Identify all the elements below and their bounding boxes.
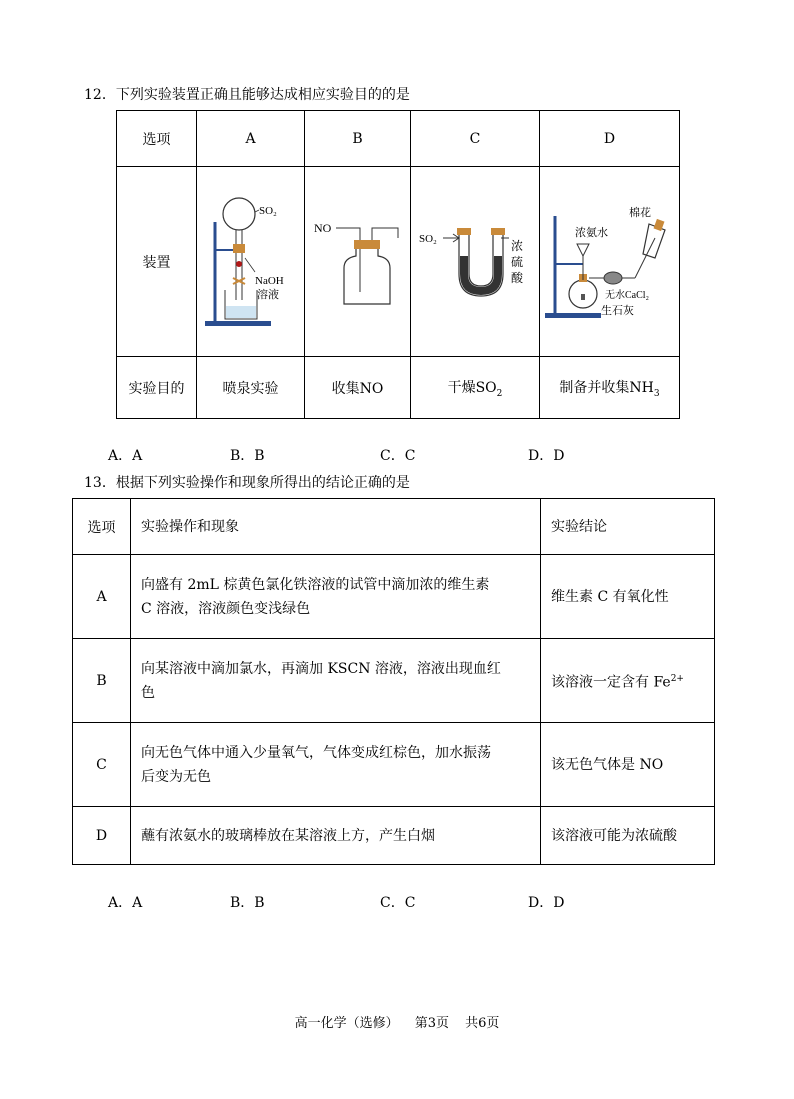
q12-table bbox=[116, 110, 680, 419]
q13-choices bbox=[108, 892, 708, 912]
apparatus-b-cell bbox=[305, 167, 411, 357]
q12-apparatus-label: 装置 bbox=[117, 167, 197, 357]
q13-row-a-conclusion-text: 维生素 C 有氧化性 bbox=[551, 588, 669, 605]
q13-row-a-conclusion bbox=[541, 555, 715, 639]
q12-purpose-c-text: 干燥SO bbox=[447, 379, 497, 396]
q13-row-b-conclusion bbox=[541, 639, 715, 723]
q13-row-c-conclusion-text: 该无色气体是 NO bbox=[551, 756, 664, 773]
apparatus-a-cell bbox=[197, 167, 305, 357]
q13-row-d-op-line1: 蘸有浓氨水的玻璃棒放在某溶液上方，产生白烟 bbox=[141, 827, 435, 844]
apparatus-d-cacl2-label: 无水CaCl₂ bbox=[604, 289, 649, 301]
apparatus-d-cell bbox=[540, 167, 680, 357]
q13-title: 13．根据下列实验操作和现象所得出的结论正确的是 bbox=[84, 475, 410, 491]
apparatus-c-cell bbox=[411, 167, 540, 357]
q13-row-c-op-line2: 后变为无色 bbox=[141, 768, 211, 785]
q12-purpose-d-text: 制备并收集NH bbox=[559, 379, 654, 396]
apparatus-d-cotton-label: 棉花 bbox=[628, 205, 651, 219]
q13-choice-a[interactable]: A．A bbox=[108, 895, 143, 911]
q13-row-b-operation bbox=[131, 639, 541, 723]
q13-row-b-option: B bbox=[73, 639, 131, 723]
q12-title: 12．下列实验装置正确且能够达成相应实验目的的是 bbox=[84, 87, 410, 103]
q12-col-d: D bbox=[540, 111, 680, 167]
table-row bbox=[73, 639, 715, 723]
q13-row-b-op-line2: 色 bbox=[141, 684, 155, 701]
q12-header-label: 选项 bbox=[117, 111, 197, 167]
q13-row-a-option: A bbox=[73, 555, 131, 639]
page-footer bbox=[0, 1012, 794, 1031]
q12-purpose-b: 收集NO bbox=[305, 357, 411, 419]
q13-row-a-operation bbox=[131, 555, 541, 639]
q12-choice-a[interactable]: A．A bbox=[108, 448, 143, 464]
q13-row-a-op-line1: 向盛有 2mL 棕黄色氯化铁溶液的试管中滴加浓的维生素 bbox=[141, 576, 490, 593]
table-row bbox=[73, 807, 715, 865]
q12-purpose-c bbox=[411, 357, 540, 419]
table-row bbox=[73, 723, 715, 807]
q13-row-b-conclusion-sup: 2+ bbox=[670, 673, 684, 684]
q12-choice-b[interactable]: B．B bbox=[230, 448, 265, 464]
q12-choices bbox=[108, 445, 708, 465]
q13-row-c-op-line1: 向无色气体中通入少量氧气，气体变成红棕色，加水振荡 bbox=[141, 744, 491, 761]
apparatus-c-acid-label-2: 硫 bbox=[511, 254, 524, 269]
q12-col-b: B bbox=[305, 111, 411, 167]
q13-row-b-conclusion-text: 该溶液一定含有 Fe bbox=[551, 674, 671, 691]
apparatus-d-ammonia-label: 浓氨水 bbox=[574, 225, 608, 239]
apparatus-a-solution-label-2: 溶液 bbox=[256, 288, 279, 301]
q13-row-d-operation bbox=[131, 807, 541, 865]
q13-choice-d[interactable]: D．D bbox=[528, 895, 565, 911]
apparatus-c-acid-label-1: 浓 bbox=[511, 238, 524, 253]
q12-purpose-a: 喷泉实验 bbox=[197, 357, 305, 419]
q13-header-conclusion: 实验结论 bbox=[541, 499, 715, 555]
q13-table bbox=[72, 498, 715, 865]
q13-row-d-conclusion bbox=[541, 807, 715, 865]
q12-col-c: C bbox=[411, 111, 540, 167]
q13-row-c-option: C bbox=[73, 723, 131, 807]
q13-choice-b[interactable]: B．B bbox=[230, 895, 265, 911]
apparatus-c-gas-label: SO₂ bbox=[419, 232, 437, 245]
q12-purpose-d-sub: 3 bbox=[653, 388, 660, 399]
u-tube-drying-diagram bbox=[415, 212, 535, 312]
q13-choice-c[interactable]: C．C bbox=[380, 895, 416, 911]
q12-col-a: A bbox=[197, 111, 305, 167]
q13-row-c-conclusion bbox=[541, 723, 715, 807]
q12-purpose-d bbox=[540, 357, 680, 419]
apparatus-b-gas-label: NO bbox=[313, 220, 331, 235]
footer-subject: 高一化学（选修） bbox=[294, 1016, 399, 1031]
footer-page: 第3页 bbox=[414, 1016, 449, 1031]
footer-total: 共6页 bbox=[465, 1016, 500, 1031]
apparatus-c-acid-label-3: 酸 bbox=[511, 270, 524, 285]
gas-collection-bottle-diagram bbox=[310, 212, 406, 312]
q13-row-b-op-line1: 向某溶液中滴加氯水，再滴加 KSCN 溶液，溶液出现血红 bbox=[141, 660, 501, 677]
ammonia-preparation-diagram bbox=[543, 202, 677, 322]
q13-row-a-op-line2: C 溶液，溶液颜色变浅绿色 bbox=[141, 600, 311, 617]
q12-purpose-c-sub: 2 bbox=[496, 388, 503, 399]
q12-choice-c[interactable]: C．C bbox=[380, 448, 416, 464]
apparatus-d-cao-label: 生石灰 bbox=[600, 303, 634, 317]
q12-choice-d[interactable]: D．D bbox=[528, 448, 565, 464]
q13-header-option: 选项 bbox=[73, 499, 131, 555]
q12-purpose-label: 实验目的 bbox=[117, 357, 197, 419]
fountain-apparatus-diagram bbox=[201, 192, 301, 332]
table-row bbox=[73, 555, 715, 639]
q13-row-d-conclusion-text: 该溶液可能为浓硫酸 bbox=[551, 827, 677, 844]
q13-row-d-option: D bbox=[73, 807, 131, 865]
apparatus-a-gas-label: SO₂ bbox=[258, 204, 277, 217]
apparatus-a-solution-label-1: NaOH bbox=[254, 274, 284, 287]
q13-row-c-operation bbox=[131, 723, 541, 807]
q13-header-operation: 实验操作和现象 bbox=[131, 499, 541, 555]
